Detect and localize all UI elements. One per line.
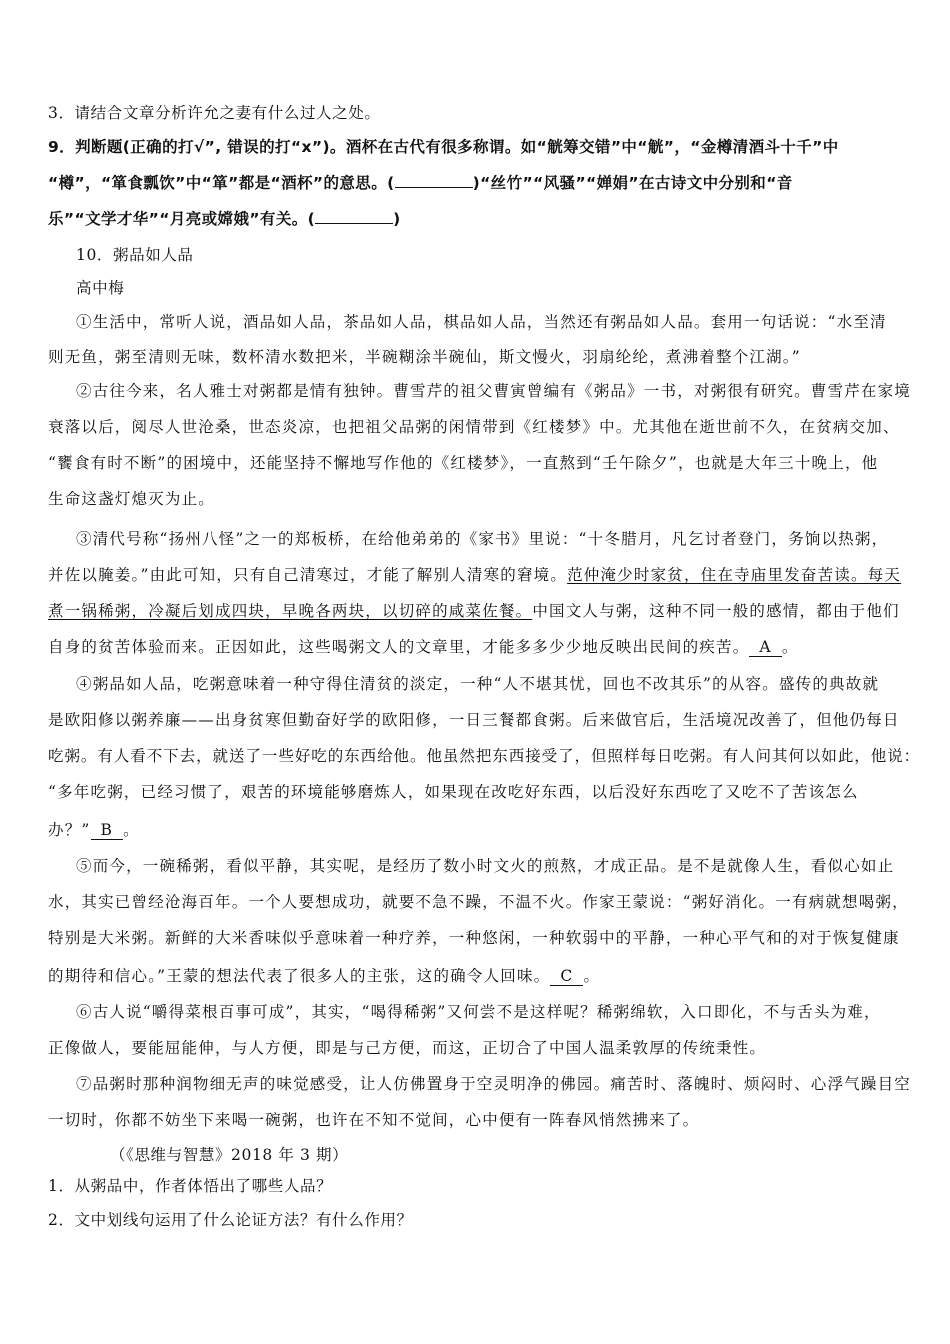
paragraph-text: 。: [123, 821, 140, 839]
paragraph-text: 并佐以腌姜。”由此可知，只有自己清寒过，才能了解别人清寒的窘境。: [48, 566, 568, 584]
answer-slot-a[interactable]: A: [749, 638, 781, 657]
question-3: 3．请结合文章分析许允之妻有什么过人之处。: [48, 104, 381, 122]
paragraph-7-line-2: 一切时，你都不妨坐下来喝一碗粥，也许在不知不觉间，心中便有一阵春风悄然拂来了。: [48, 1111, 700, 1129]
paragraph-4-line-2: 是欧阳修以粥养廉——出身贫寒但勤奋好学的欧阳修，一日三餐都食粥。后来做官后，生活境况改善了，但他仍每日: [48, 711, 900, 729]
paragraph-text: 的期待和信心。”王蒙的想法代表了很多人的主张，这的确令人回味。: [48, 967, 551, 985]
paragraph-text: 。: [781, 638, 799, 656]
question-9-line-2: [48, 172, 793, 194]
paragraph-7-line-1: ⑦品粥时那种润物细无声的味觉感受，让人仿佛置身于空灵明净的佛园。痛苦时、落魄时、烦闷时、心浮气躁目空: [76, 1075, 912, 1093]
paragraph-6-line-1: ⑥古人说“嚼得菜根百事可成”，其实，“喝得稀粥”又何尝不是这样呢？稀粥绵软，入口即化，不与舌头为难，: [76, 1003, 881, 1021]
question-9-line-3: [48, 208, 401, 230]
underlined-sentence: 范仲淹少时家贫，住在寺庙里发奋苦读。每天: [567, 566, 902, 584]
paragraph-3-line-3: [48, 600, 900, 622]
paragraph-3-line-1: ③清代号称“扬州八怪”之一的郑板桥，在给他弟弟的《家书》里说：“十冬腊月，凡乞讨者登门，务饷以热粥，: [76, 530, 889, 548]
question-9-text: )“丝竹”“风骚”“婵娟”在古诗文中分别和“音: [472, 174, 793, 192]
question-9-text: “樽”，“箪食瓢饮”中“箪”都是“酒杯”的意思。(: [48, 174, 395, 192]
article-heading: 10．粥品如人品: [76, 246, 194, 264]
question-9-text: 乐”“文学才华”“月亮或嫦娥”有关。(: [48, 210, 316, 228]
paragraph-text: 办？”: [48, 821, 91, 839]
paragraph-2-line-1: ②古往今来，名人雅士对粥都是情有独钟。曹雪芹的祖父曹寅曾编有《粥品》一书，对粥很有研究。曹雪芹在家境: [76, 382, 912, 400]
question-2: 2．文中划线句运用了什么论证方法？有什么作用？: [48, 1211, 413, 1229]
article-author: 高中梅: [76, 279, 125, 297]
paragraph-4-line-3: 吃粥。有人看不下去，就送了一些好吃的东西给他。他虽然把东西接受了，但照样每日吃粥。有人问其何以如此，他说：: [48, 747, 921, 765]
paragraph-4-line-4: “多年吃粥，已经习惯了，艰苦的环境能够磨炼人，如果现在改吃好东西，以后没好东西吃了又吃不了苦该怎么: [48, 783, 859, 801]
paragraph-text: 。: [583, 967, 601, 985]
answer-blank-1[interactable]: [395, 172, 473, 188]
answer-slot-c[interactable]: C: [550, 967, 583, 986]
answer-blank-2[interactable]: [315, 208, 393, 224]
question-1: 1．从粥品中，作者体悟出了哪些人品？: [48, 1177, 333, 1195]
answer-slot-b[interactable]: B: [91, 821, 124, 840]
paragraph-1-line-2: 则无鱼，粥至清则无味，数杯清水数把米，半碗糊涂半碗仙，斯文慢火，羽扇纶纶，煮沸着整个江湖。”: [48, 348, 801, 366]
paragraph-6-line-2: 正像做人，要能屈能伸，与人方便，即是与己方便，而这，正切合了中国人温柔敦厚的传统秉性。: [48, 1039, 767, 1057]
paragraph-5-line-1: ⑤而今，一碗稀粥，看似平静，其实呢，是经历了数小时文火的煎熬，才成正品。是不是就像人生，看似心如止: [76, 857, 895, 875]
paragraph-2-line-3: “饔食有时不断”的困境中，还能坚持不懈地写作他的《红楼梦》，一直熬到“壬午除夕”，也就是大年三十晚上，他: [48, 454, 879, 472]
underlined-sentence: 煮一锅稀粥，冷凝后划成四块，早晚各两块，以切碎的咸菜佐餐。: [48, 602, 533, 620]
question-9-text: ): [393, 210, 401, 228]
paragraph-2-line-2: 衰落以后，阅尽人世沧桑，世态炎凉，也把祖父品粥的闲情带到《红楼梦》中。尤其他在逝世前不久，在贫病交加、: [48, 418, 900, 436]
paragraph-5-line-3: 特别是大米粥。新鲜的大米香味似乎意味着一种疗养，一种悠闲，一种软弱中的平静，一种心平气和的对于恢复健康: [48, 929, 900, 947]
paragraph-3-line-2: [48, 564, 901, 586]
paragraph-text: 中国文人与粥，这种不同一般的感情，都由于他们: [532, 602, 900, 620]
paragraph-2-line-4: 生命这盏灯熄灭为止。: [48, 490, 216, 508]
question-9-line-1: 9．判断题(正确的打√”, 错误的打“x”)。酒杯在古代有很多称谓。如“觥筹交错”中“觥”，“金樽清酒斗十千”中: [48, 138, 839, 156]
paragraph-3-line-4: [48, 636, 799, 658]
paragraph-5-line-2: 水，其实已曾经沧海百年。一个人要想成功，就要不急不躁，不温不火。作家王蒙说：“粥好消化。一有病就想喝粥，: [48, 893, 909, 911]
paragraph-4-line-5: [48, 819, 140, 841]
paragraph-1-line-1: ①生活中，常听人说，酒品如人品，茶品如人品，棋品如人品，当然还有粥品如人品。套用一句话说：“水至清: [76, 313, 887, 331]
paragraph-4-line-1: ④粥品如人品，吃粥意味着一种守得住清贫的淡定，一种“人不堪其忧，回也不改其乐”的从容。盛传的典故就: [76, 675, 880, 693]
paragraph-text: 自身的贫苦体验而来。正因如此，这些喝粥文人的文章里，才能多多少少地反映出民间的疾苦。: [48, 638, 750, 656]
paragraph-5-line-4: [48, 965, 600, 987]
article-source: （《思维与智慧》2018 年 3 期）: [110, 1146, 349, 1164]
